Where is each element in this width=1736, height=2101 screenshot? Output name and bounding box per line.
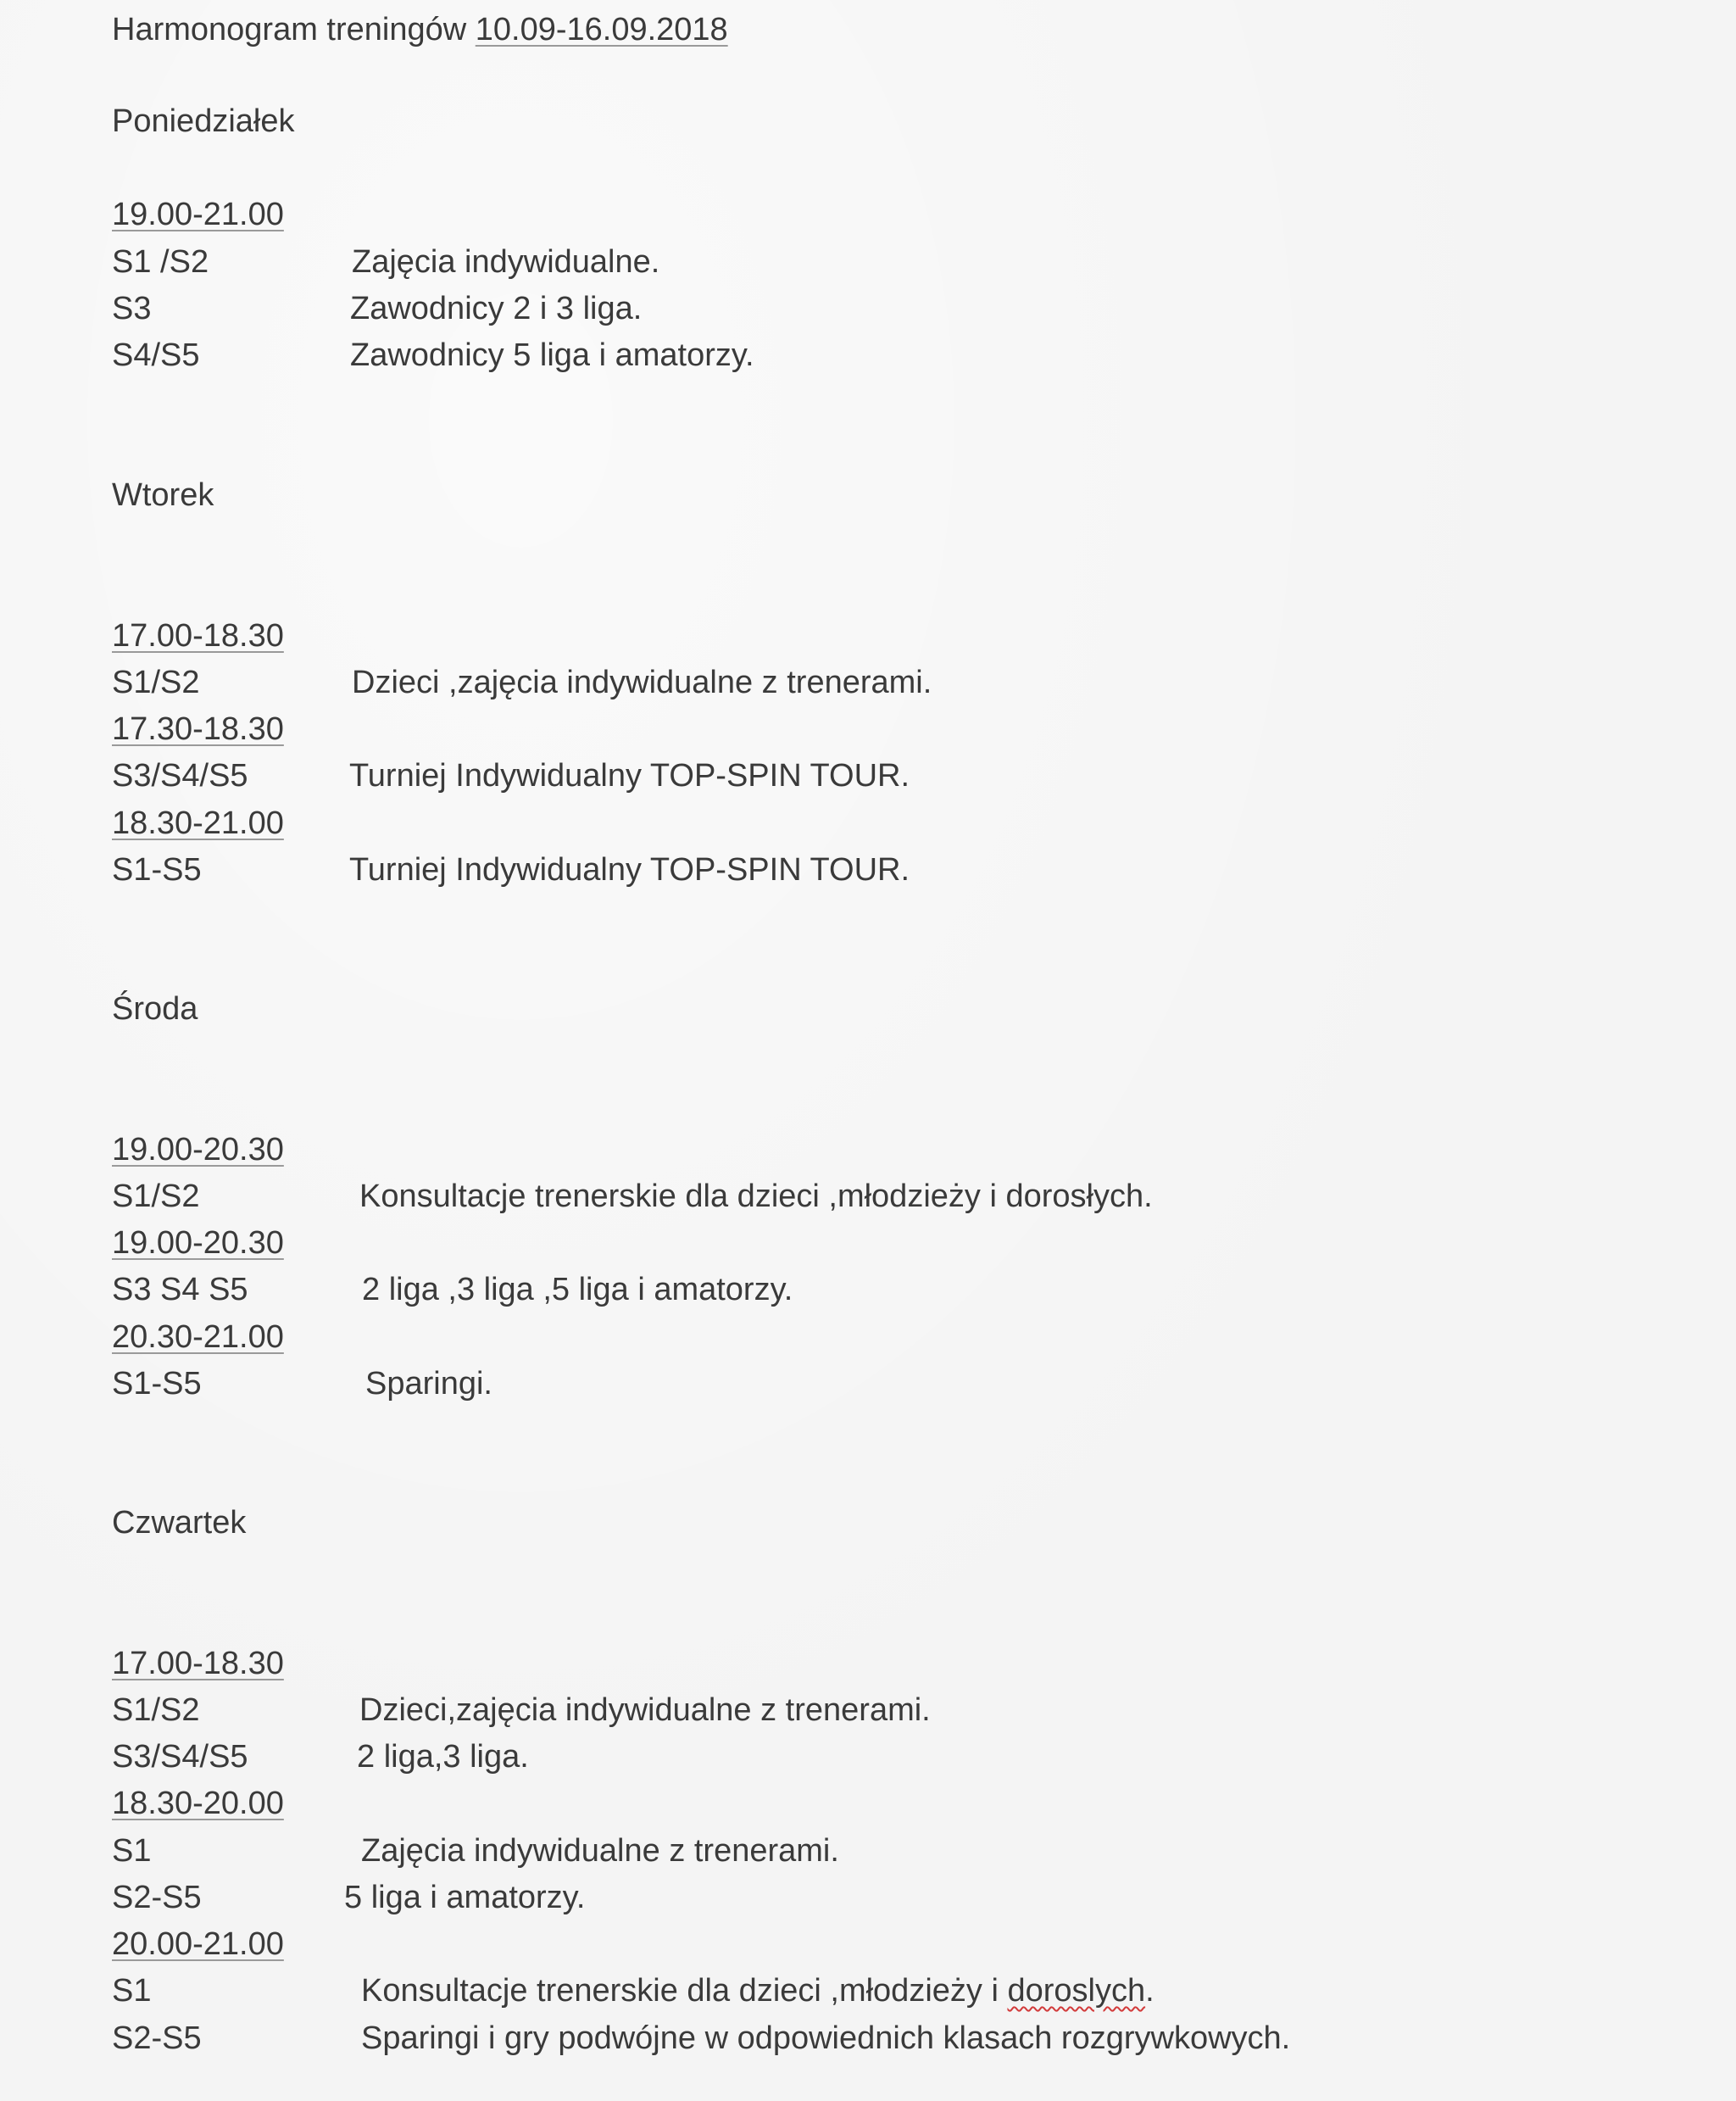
time-slot: 19.00-20.30 <box>112 1132 284 1168</box>
session-description: 5 liga i amatorzy. <box>344 1880 586 1915</box>
station-code: S1 <box>112 1973 152 2009</box>
day-heading-thursday: Czwartek <box>112 1505 247 1541</box>
session-description: Sparingi. <box>365 1366 492 1402</box>
station-code: S2-S5 <box>112 2020 202 2056</box>
day-heading-monday: Poniedziałek <box>112 103 295 139</box>
station-code: S3/S4/S5 <box>112 758 248 794</box>
session-description: Zawodnicy 2 i 3 liga. <box>350 291 643 326</box>
time-slot: 18.30-20.00 <box>112 1786 284 1821</box>
time-slot: 17.00-18.30 <box>112 618 284 654</box>
session-description: Dzieci,zajęcia indywidualne z trenerami. <box>359 1692 931 1728</box>
time-slot: 19.00-21.00 <box>112 197 284 232</box>
session-description: 2 liga,3 liga. <box>357 1739 529 1775</box>
station-code: S3 <box>112 291 152 326</box>
station-code: S1/S2 <box>112 1179 200 1214</box>
title-prefix: Harmonogram treningów <box>112 12 476 47</box>
description-text: Konsultacje trenerskie dla dzieci ,młodzieży i <box>361 1973 1008 2009</box>
time-slot: 17.30-18.30 <box>112 711 284 747</box>
spellcheck-flagged-word[interactable]: doroslych <box>1007 1973 1146 2009</box>
station-code: S1/S2 <box>112 1692 200 1728</box>
station-code: S3/S4/S5 <box>112 1739 248 1775</box>
station-code: S1-S5 <box>112 1366 202 1402</box>
time-slot: 19.00-20.30 <box>112 1225 284 1261</box>
station-code: S4/S5 <box>112 337 200 373</box>
session-description: Zawodnicy 5 liga i amatorzy. <box>350 337 754 373</box>
station-code: S1/S2 <box>112 665 200 700</box>
time-slot: 20.30-21.00 <box>112 1319 284 1355</box>
session-description: Dzieci ,zajęcia indywidualne z trenerami. <box>352 665 932 700</box>
session-description: Turniej Indywidualny TOP-SPIN TOUR. <box>349 852 910 888</box>
session-description: Sparingi i gry podwójne w odpowiednich klasach rozgrywkowych. <box>361 2020 1291 2056</box>
day-heading-tuesday: Wtorek <box>112 477 214 513</box>
station-code: S3 S4 S5 <box>112 1272 248 1307</box>
time-slot: 17.00-18.30 <box>112 1646 284 1681</box>
station-code: S1-S5 <box>112 852 202 888</box>
session-description <box>361 1971 1155 2010</box>
title-dates: 10.09-16.09.2018 <box>475 12 728 47</box>
description-text: . <box>1145 1973 1155 2009</box>
document-title <box>112 10 728 49</box>
station-code: S1 /S2 <box>112 244 209 280</box>
station-code: S1 <box>112 1833 152 1869</box>
session-description: Zajęcia indywidualne. <box>352 244 660 280</box>
station-code: S2-S5 <box>112 1880 202 1915</box>
day-heading-wednesday: Środa <box>112 991 198 1027</box>
session-description: Zajęcia indywidualne z trenerami. <box>361 1833 839 1869</box>
time-slot: 18.30-21.00 <box>112 805 284 841</box>
time-slot: 20.00-21.00 <box>112 1926 284 1962</box>
session-description: 2 liga ,3 liga ,5 liga i amatorzy. <box>362 1272 793 1307</box>
session-description: Turniej Indywidualny TOP-SPIN TOUR. <box>349 758 910 794</box>
session-description: Konsultacje trenerskie dla dzieci ,młodzieży i dorosłych. <box>359 1179 1153 1214</box>
